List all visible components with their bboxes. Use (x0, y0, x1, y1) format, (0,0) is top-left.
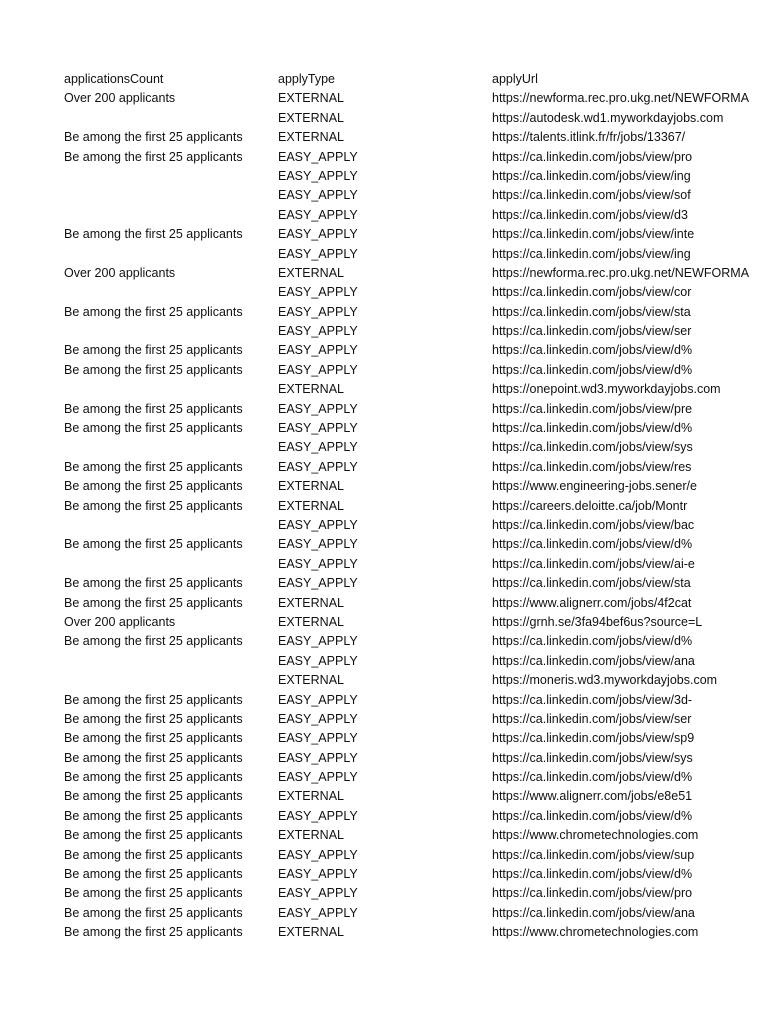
header-row (64, 70, 706, 89)
applications-count-cell: Be among the first 25 applicants (64, 770, 243, 785)
apply-type-cell: EASY_APPLY (278, 188, 358, 203)
applications-count-cell: Be among the first 25 applicants (64, 634, 243, 649)
apply-url-cell: https://ca.linkedin.com/jobs/view/d% (492, 770, 693, 785)
table-row (64, 400, 706, 419)
applications-count-cell (64, 245, 278, 264)
apply-url-cell: https://autodesk.wd1.myworkdayjobs.com (492, 110, 724, 125)
apply-type-cell: EXTERNAL (278, 789, 344, 804)
apply-url-cell: https://ca.linkedin.com/jobs/view/sys (492, 750, 693, 765)
applications-count-cell: Be among the first 25 applicants (64, 692, 243, 707)
table-row (64, 613, 706, 632)
table-row (64, 787, 706, 806)
apply-type-cell: EASY_APPLY (278, 285, 358, 300)
apply-type-cell: EASY_APPLY (278, 227, 358, 242)
apply-url-cell: https://ca.linkedin.com/jobs/view/d% (492, 867, 693, 882)
table-body (64, 89, 750, 942)
apply-url-cell: https://www.chrometechnologies.com (492, 925, 699, 940)
table-row (64, 245, 706, 264)
table-row (64, 497, 706, 516)
applications-count-cell: Be among the first 25 applicants (64, 401, 243, 416)
applications-count-cell: Be among the first 25 applicants (64, 828, 243, 843)
apply-type-cell: EXTERNAL (278, 130, 344, 145)
table-row (64, 303, 706, 322)
applications-count-cell: Be among the first 25 applicants (64, 808, 243, 823)
apply-url-cell: https://ca.linkedin.com/jobs/view/ser (492, 324, 692, 339)
table-row (64, 380, 721, 399)
applications-count-cell (64, 380, 278, 399)
apply-url-cell: https://ca.linkedin.com/jobs/view/d% (492, 362, 693, 377)
table-row (64, 594, 706, 613)
column-header-applications-count: applicationsCount (64, 72, 164, 86)
applications-count-cell: Be among the first 25 applicants (64, 227, 243, 242)
table-row (64, 322, 706, 341)
apply-url-cell: https://ca.linkedin.com/jobs/view/inte (492, 227, 695, 242)
apply-url-cell: https://grnh.se/3fa94bef6us?source=L (492, 614, 703, 629)
apply-type-cell: EASY_APPLY (278, 459, 358, 474)
apply-url-cell: https://www.alignerr.com/jobs/e8e51 (492, 789, 693, 804)
table-row (64, 458, 706, 477)
applications-count-cell: Over 200 applicants (64, 265, 176, 280)
applications-count-cell: Be among the first 25 applicants (64, 304, 243, 319)
apply-type-cell: EXTERNAL (278, 498, 344, 513)
table-row (64, 225, 706, 244)
table-row (64, 652, 706, 671)
apply-url-cell: https://careers.deloitte.ca/job/Montr (492, 498, 688, 513)
table-row (64, 768, 706, 787)
table-row (64, 283, 706, 302)
table-row (64, 729, 706, 748)
table-row (64, 419, 706, 438)
apply-type-cell: EASY_APPLY (278, 324, 358, 339)
apply-type-cell: EXTERNAL (278, 382, 344, 397)
table-row (64, 128, 706, 147)
apply-url-cell: https://ca.linkedin.com/jobs/view/d% (492, 343, 693, 358)
apply-url-cell: https://ca.linkedin.com/jobs/view/d% (492, 537, 693, 552)
applications-count-cell: Be among the first 25 applicants (64, 343, 243, 358)
apply-type-cell: EASY_APPLY (278, 867, 358, 882)
apply-url-cell: https://ca.linkedin.com/jobs/view/ing (492, 168, 691, 183)
apply-type-cell: EASY_APPLY (278, 808, 358, 823)
applications-count-cell: Be among the first 25 applicants (64, 925, 243, 940)
apply-url-cell: https://ca.linkedin.com/jobs/view/d% (492, 808, 693, 823)
applications-count-cell: Be among the first 25 applicants (64, 595, 243, 610)
apply-url-cell: https://www.alignerr.com/jobs/4f2cat (492, 595, 692, 610)
table-row (64, 710, 706, 729)
apply-type-cell: EASY_APPLY (278, 421, 358, 436)
apply-url-cell: https://ca.linkedin.com/jobs/view/pro (492, 886, 693, 901)
table-row (64, 749, 706, 768)
applications-count-cell: Be among the first 25 applicants (64, 576, 243, 591)
table-row (64, 884, 706, 903)
table-row (64, 632, 706, 651)
apply-url-cell: https://ca.linkedin.com/jobs/view/sof (492, 188, 691, 203)
applications-count-cell: Over 200 applicants (64, 91, 176, 106)
apply-type-cell: EASY_APPLY (278, 770, 358, 785)
apply-url-cell: https://www.chrometechnologies.com (492, 828, 699, 843)
apply-type-cell: EASY_APPLY (278, 750, 358, 765)
applications-count-cell: Be among the first 25 applicants (64, 731, 243, 746)
applications-count-cell: Be among the first 25 applicants (64, 479, 243, 494)
applications-count-cell (64, 167, 278, 186)
apply-type-cell: EASY_APPLY (278, 653, 358, 668)
apply-type-cell: EASY_APPLY (278, 692, 358, 707)
apply-url-cell: https://ca.linkedin.com/jobs/view/ser (492, 711, 692, 726)
applications-count-cell: Be among the first 25 applicants (64, 362, 243, 377)
apply-url-cell: https://ca.linkedin.com/jobs/view/sta (492, 576, 691, 591)
apply-url-cell: https://ca.linkedin.com/jobs/view/d3 (492, 207, 688, 222)
applications-count-cell: Be among the first 25 applicants (64, 421, 243, 436)
apply-type-cell: EASY_APPLY (278, 440, 358, 455)
applications-count-cell: Be among the first 25 applicants (64, 789, 243, 804)
apply-url-cell: https://ca.linkedin.com/jobs/view/sys (492, 440, 693, 455)
apply-type-cell: EXTERNAL (278, 614, 344, 629)
apply-type-cell: EASY_APPLY (278, 401, 358, 416)
apply-url-cell: https://ca.linkedin.com/jobs/view/ana (492, 653, 695, 668)
apply-type-cell: EASY_APPLY (278, 905, 358, 920)
applications-count-cell: Be among the first 25 applicants (64, 149, 243, 164)
apply-url-cell: https://www.engineering-jobs.sener/e (492, 479, 697, 494)
applications-count-cell (64, 109, 278, 128)
column-header-apply-url: applyUrl (492, 72, 538, 86)
apply-type-cell: EXTERNAL (278, 925, 344, 940)
applications-count-cell (64, 555, 278, 574)
apply-type-cell: EASY_APPLY (278, 304, 358, 319)
applications-count-cell: Be among the first 25 applicants (64, 905, 243, 920)
apply-url-cell: https://newforma.rec.pro.ukg.net/NEWFORMA (492, 265, 750, 280)
table-row (64, 846, 706, 865)
table-row (64, 807, 706, 826)
table-row (64, 341, 706, 360)
table-row (64, 186, 706, 205)
applications-count-cell: Be among the first 25 applicants (64, 867, 243, 882)
apply-url-cell: https://ca.linkedin.com/jobs/view/sta (492, 304, 691, 319)
apply-url-cell: https://ca.linkedin.com/jobs/view/sp9 (492, 731, 695, 746)
spreadsheet-table (64, 70, 750, 943)
applications-count-cell: Be among the first 25 applicants (64, 498, 243, 513)
apply-url-cell: https://newforma.rec.pro.ukg.net/NEWFORMA (492, 91, 750, 106)
apply-type-cell: EASY_APPLY (278, 362, 358, 377)
apply-type-cell: EXTERNAL (278, 110, 344, 125)
table-row (64, 148, 706, 167)
table-row (64, 89, 750, 108)
apply-type-cell: EASY_APPLY (278, 168, 358, 183)
applications-count-cell (64, 652, 278, 671)
apply-type-cell: EASY_APPLY (278, 246, 358, 261)
apply-url-cell: https://ca.linkedin.com/jobs/view/pro (492, 149, 693, 164)
table-row (64, 691, 706, 710)
table-row (64, 865, 706, 884)
column-header-apply-type: applyType (278, 72, 335, 86)
apply-type-cell: EASY_APPLY (278, 711, 358, 726)
apply-type-cell: EASY_APPLY (278, 343, 358, 358)
apply-type-cell: EASY_APPLY (278, 634, 358, 649)
apply-type-cell: EASY_APPLY (278, 556, 358, 571)
table-row (64, 361, 706, 380)
apply-url-cell: https://ca.linkedin.com/jobs/view/d% (492, 634, 693, 649)
apply-type-cell: EASY_APPLY (278, 847, 358, 862)
apply-type-cell: EXTERNAL (278, 91, 344, 106)
apply-url-cell: https://ca.linkedin.com/jobs/view/3d- (492, 692, 693, 707)
applications-count-cell: Be among the first 25 applicants (64, 750, 243, 765)
apply-url-cell: https://ca.linkedin.com/jobs/view/cor (492, 285, 692, 300)
apply-url-cell: https://ca.linkedin.com/jobs/view/ana (492, 905, 695, 920)
table-row (64, 535, 706, 554)
table-row (64, 167, 706, 186)
table-row (64, 671, 718, 690)
apply-type-cell: EXTERNAL (278, 673, 344, 688)
applications-count-cell (64, 671, 278, 690)
applications-count-cell: Over 200 applicants (64, 614, 176, 629)
table-row (64, 555, 706, 574)
table-row (64, 264, 750, 283)
applications-count-cell (64, 186, 278, 205)
apply-url-cell: https://onepoint.wd3.myworkdayjobs.com (492, 382, 721, 397)
apply-url-cell: https://ca.linkedin.com/jobs/view/ai-e (492, 556, 695, 571)
apply-type-cell: EASY_APPLY (278, 576, 358, 591)
apply-url-cell: https://ca.linkedin.com/jobs/view/bac (492, 517, 695, 532)
applications-count-cell: Be among the first 25 applicants (64, 711, 243, 726)
applications-count-cell (64, 206, 278, 225)
table-row (64, 904, 706, 923)
apply-type-cell: EXTERNAL (278, 265, 344, 280)
apply-type-cell: EXTERNAL (278, 828, 344, 843)
applications-count-cell: Be among the first 25 applicants (64, 886, 243, 901)
table-row (64, 923, 706, 942)
applications-count-cell: Be among the first 25 applicants (64, 130, 243, 145)
applications-count-cell: Be among the first 25 applicants (64, 847, 243, 862)
table-row (64, 826, 706, 845)
applications-count-cell (64, 438, 278, 457)
apply-type-cell: EXTERNAL (278, 479, 344, 494)
apply-type-cell: EASY_APPLY (278, 731, 358, 746)
table-row (64, 109, 724, 128)
apply-type-cell: EASY_APPLY (278, 207, 358, 222)
apply-url-cell: https://talents.itlink.fr/fr/jobs/13367/ (492, 130, 686, 145)
applications-count-cell (64, 283, 278, 302)
table-row (64, 516, 706, 535)
apply-url-cell: https://ca.linkedin.com/jobs/view/pre (492, 401, 693, 416)
applications-count-cell (64, 516, 278, 535)
apply-url-cell: https://ca.linkedin.com/jobs/view/res (492, 459, 692, 474)
apply-type-cell: EASY_APPLY (278, 886, 358, 901)
table-row (64, 574, 706, 593)
apply-type-cell: EASY_APPLY (278, 517, 358, 532)
table-row (64, 438, 706, 457)
apply-url-cell: https://moneris.wd3.myworkdayjobs.com (492, 673, 718, 688)
apply-type-cell: EASY_APPLY (278, 149, 358, 164)
applications-count-cell: Be among the first 25 applicants (64, 537, 243, 552)
apply-url-cell: https://ca.linkedin.com/jobs/view/ing (492, 246, 691, 261)
apply-type-cell: EXTERNAL (278, 595, 344, 610)
table-row (64, 206, 706, 225)
applications-count-cell (64, 322, 278, 341)
apply-url-cell: https://ca.linkedin.com/jobs/view/sup (492, 847, 695, 862)
apply-url-cell: https://ca.linkedin.com/jobs/view/d% (492, 421, 693, 436)
table-row (64, 477, 706, 496)
applications-count-cell: Be among the first 25 applicants (64, 459, 243, 474)
apply-type-cell: EASY_APPLY (278, 537, 358, 552)
